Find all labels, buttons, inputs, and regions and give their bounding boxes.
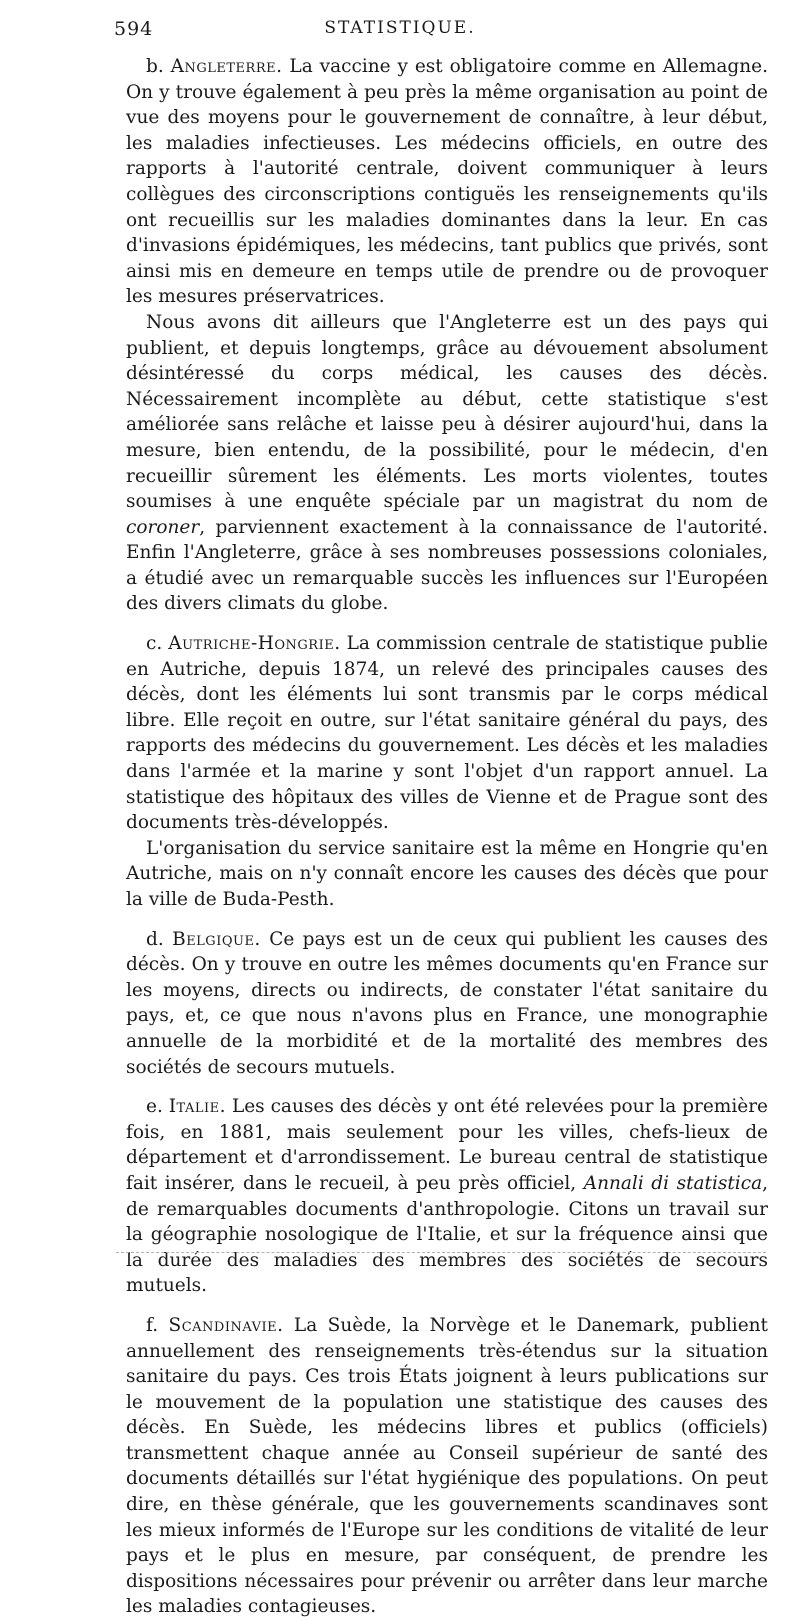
page-body — [126, 54, 768, 1620]
paragraph-text: La Suède, la Norvège et le Danemark, publient annuellement des renseignements très-étendus sur la situation sanitaire du pays. Ces trois États joignent à leurs publications sur le mouvement de la population une statistique des causes des décès. En Suède, les médecins libres et publics (officiels) transmettent chaque année au Conseil supérieur de santé des documents détaillés sur l'état hygiénique des populations. On peut dire, en thèse générale, que les gouvernements scandinaves sont les mieux informés de l'Europe sur les conditions de vitalité de leur pays et le plus en mesure, par conséquent, de prendre les dispositions nécessaires pour prévenir ou arrêter dans leur marche les maladies contagieuses. — [126, 1314, 768, 1618]
paragraph-text: Ce pays est un de ceux qui publient les causes des décès. On y trouve en outre les mêmes documents qu'en France sur les moyens, directs ou indirects, de constater l'état sanitaire du pays, et, ce que nous n'avons plus en France, une monographie annuelle de la morbidité et de la mortalité des membres des sociétés de secours mutuels. — [126, 928, 769, 1078]
page-header — [0, 18, 800, 48]
section-marker: d. — [146, 928, 164, 950]
section-angleterre — [126, 54, 768, 617]
section-marker: f. — [146, 1314, 159, 1336]
paragraph — [126, 54, 768, 310]
section-country: Italie. — [168, 1096, 227, 1118]
paragraph-text: Nous avons dit ailleurs que l'Angleterre est un des pays qui publient, et depuis longtemps, grâce au dévouement absolument désintéressé du corps médical, les causes des décès. Nécessairement incomplète au début, cette statistique s'est améliorée sans relâche et laisse peu à désirer aujourd'hui, dans la mesure, bien entendu, de la possibilité, pour le médecin, d'en recueillir sûrement les éléments. Les morts violentes, toutes soumises à une enquête spéciale par un magistrat du nom de — [126, 311, 768, 513]
section-scandinavie — [126, 1313, 768, 1620]
section-marker: e. — [146, 1096, 163, 1118]
section-autriche-hongrie — [126, 631, 768, 913]
page-number: 594 — [114, 18, 154, 40]
section-country: Belgique. — [172, 928, 261, 950]
paragraph-text: L'organisation du service sanitaire est la même en Hongrie qu'en Autriche, mais on n'y connaît encore les causes des décès que pour la ville de Buda-Pesth. — [126, 837, 768, 910]
section-country: Autriche-Hongrie. — [168, 633, 341, 655]
section-italie — [126, 1094, 768, 1299]
paragraph — [126, 836, 768, 913]
paragraph — [126, 1094, 768, 1299]
paragraph-text: La commission centrale de statistique publie en Autriche, depuis 1874, un relevé des principales causes des décès, dont les éléments lui sont transmis par le corps médical libre. Elle reçoit en outre, sur l'état sanitaire général du pays, des rapports des médecins du gouvernement. Les décès et les maladies dans l'armée et la marine y sont l'objet d'un rapport annuel. La statistique des hôpitaux des villes de Vienne et de Prague sont des documents très-développés. — [126, 633, 768, 834]
section-belgique — [126, 927, 768, 1081]
paragraph-text: , parviennent exactement à la connaissance de l'autorité. Enfin l'Angleterre, grâce à ses nombreuses possessions coloniales, a étudié avec un remarquable succès les influences sur l'Européen des divers climats du globe. — [126, 516, 768, 615]
paragraph — [126, 927, 768, 1081]
section-marker: b. — [146, 56, 164, 77]
paragraph-text: , de remarquables documents d'anthropologie. Citons un travail sur la géographie nosologique de l'Italie, et sur la fréquence ainsi que la durée des maladies des membres des sociétés de secours mutuels. — [126, 1172, 769, 1297]
footer-rule — [116, 1252, 766, 1253]
italic-title: Annali di statistica — [583, 1172, 763, 1194]
running-title: STATISTIQUE. — [324, 18, 476, 38]
paragraph-text: La vaccine y est obligatoire comme en Allemagne. On y trouve également à peu près la même organisation au point de vue des moyens pour le gouvernement de connaître, à leur début, les maladies infectieuses. Les médecins officiels, en outre des rapports à l'autorité centrale, doivent communiquer à leurs collègues des circonscriptions contiguës les renseignements qu'ils ont recueillis sur les maladies dominantes dans la leur. En cas d'invasions épidémiques, les médecins, tant publics que privés, sont ainsi mis en demeure en temps utile de prendre ou de provoquer les mesures préservatrices. — [126, 56, 768, 308]
section-country: Scandinavie. — [168, 1314, 284, 1336]
section-marker: c. — [146, 633, 163, 655]
italic-term: coroner — [126, 516, 200, 538]
paragraph — [126, 631, 768, 836]
paragraph — [126, 1313, 768, 1620]
section-country: Angleterre. — [170, 56, 283, 77]
paragraph — [126, 310, 768, 617]
paragraph-text: Les causes des décès y ont été relevées pour la première fois, en 1881, mais seulement pour les villes, chefs-lieux de département et d'arrondissement. Le bureau central de statistique fait insérer, dans le recueil, à peu près officiel, — [126, 1096, 768, 1194]
